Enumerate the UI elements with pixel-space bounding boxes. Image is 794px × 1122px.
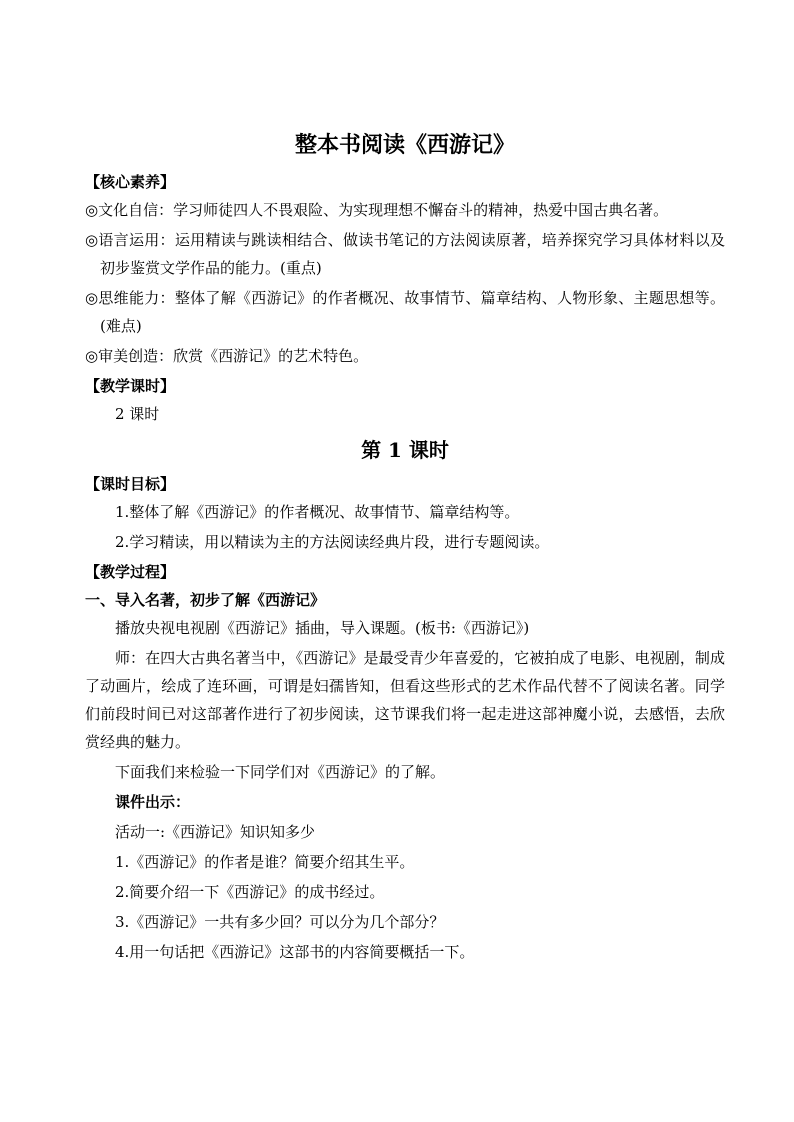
document-title: 整本书阅读《西游记》 — [294, 132, 515, 158]
courseware-label: 课件出示： — [115, 793, 191, 811]
core-item-thinking: ◎思维能力：整体了解《西游记》的作者概况、故事情节、篇章结构、人物形象、主题思想等。(难点) — [85, 289, 725, 335]
core-item-aesthetics: ◎审美创造：欣赏《西游记》的艺术特色。 — [85, 347, 369, 365]
core-competency-heading: 【核心素养】 — [85, 173, 176, 191]
teaching-hours-value: 2 课时 — [115, 405, 160, 423]
lesson-title: 第 1 课时 — [361, 438, 449, 462]
question-item: 2.简要介绍一下《西游记》的成书经过。 — [115, 883, 385, 901]
activity-title: 活动一:《西游记》知识知多少 — [115, 823, 316, 841]
teaching-hours-heading: 【教学课时】 — [85, 377, 176, 395]
core-item-language: ◎语言运用：运用精读与跳读相结合、做读书笔记的方法阅读原著，培养探究学习具体材料以及初步鉴赏文学作品的能力。(重点) — [85, 231, 725, 277]
lesson-goal-item: 2.学习精读，用以精读为主的方法阅读经典片段，进行专题阅读。 — [115, 533, 550, 551]
document-content — [85, 130, 725, 968]
teaching-process-heading: 【教学过程】 — [85, 563, 176, 581]
question-item: 3.《西游记》一共有多少回？可以分为几个部分？ — [115, 913, 445, 931]
lesson-goal-item: 1.整体了解《西游记》的作者概况、故事情节、篇章结构等。 — [115, 503, 520, 521]
section-1-heading: 一、导入名著，初步了解《西游记》 — [85, 591, 326, 609]
question-item: 1.《西游记》的作者是谁？简要介绍其生平。 — [115, 853, 415, 871]
core-item-culture: ◎文化自信：学习师徒四人不畏艰险、为实现理想不懈奋斗的精神，热爱中国古典名著。 — [85, 201, 669, 219]
section-1-paragraph: 下面我们来检验一下同学们对《西游记》的了解。 — [115, 763, 446, 781]
section-1-paragraph: 播放央视电视剧《西游记》插曲，导入课题。(板书:《西游记》) — [115, 619, 530, 637]
question-item: 4.用一句话把《西游记》这部书的内容简要概括一下。 — [115, 943, 475, 961]
section-1-paragraph: 师：在四大古典名著当中，《西游记》是最受青少年喜爱的，它被拍成了电影、电视剧，制成了动画片，绘成了连环画，可谓是妇孺皆知，但看这些形式的艺术作品代替不了阅读名著。同学们前段时间已对这部著作进行了初步阅读，这节课我们将一起走进这部神魔小说，去感悟，去欣赏经典的魅力。 — [85, 649, 725, 751]
lesson-goal-heading: 【课时目标】 — [85, 475, 176, 493]
